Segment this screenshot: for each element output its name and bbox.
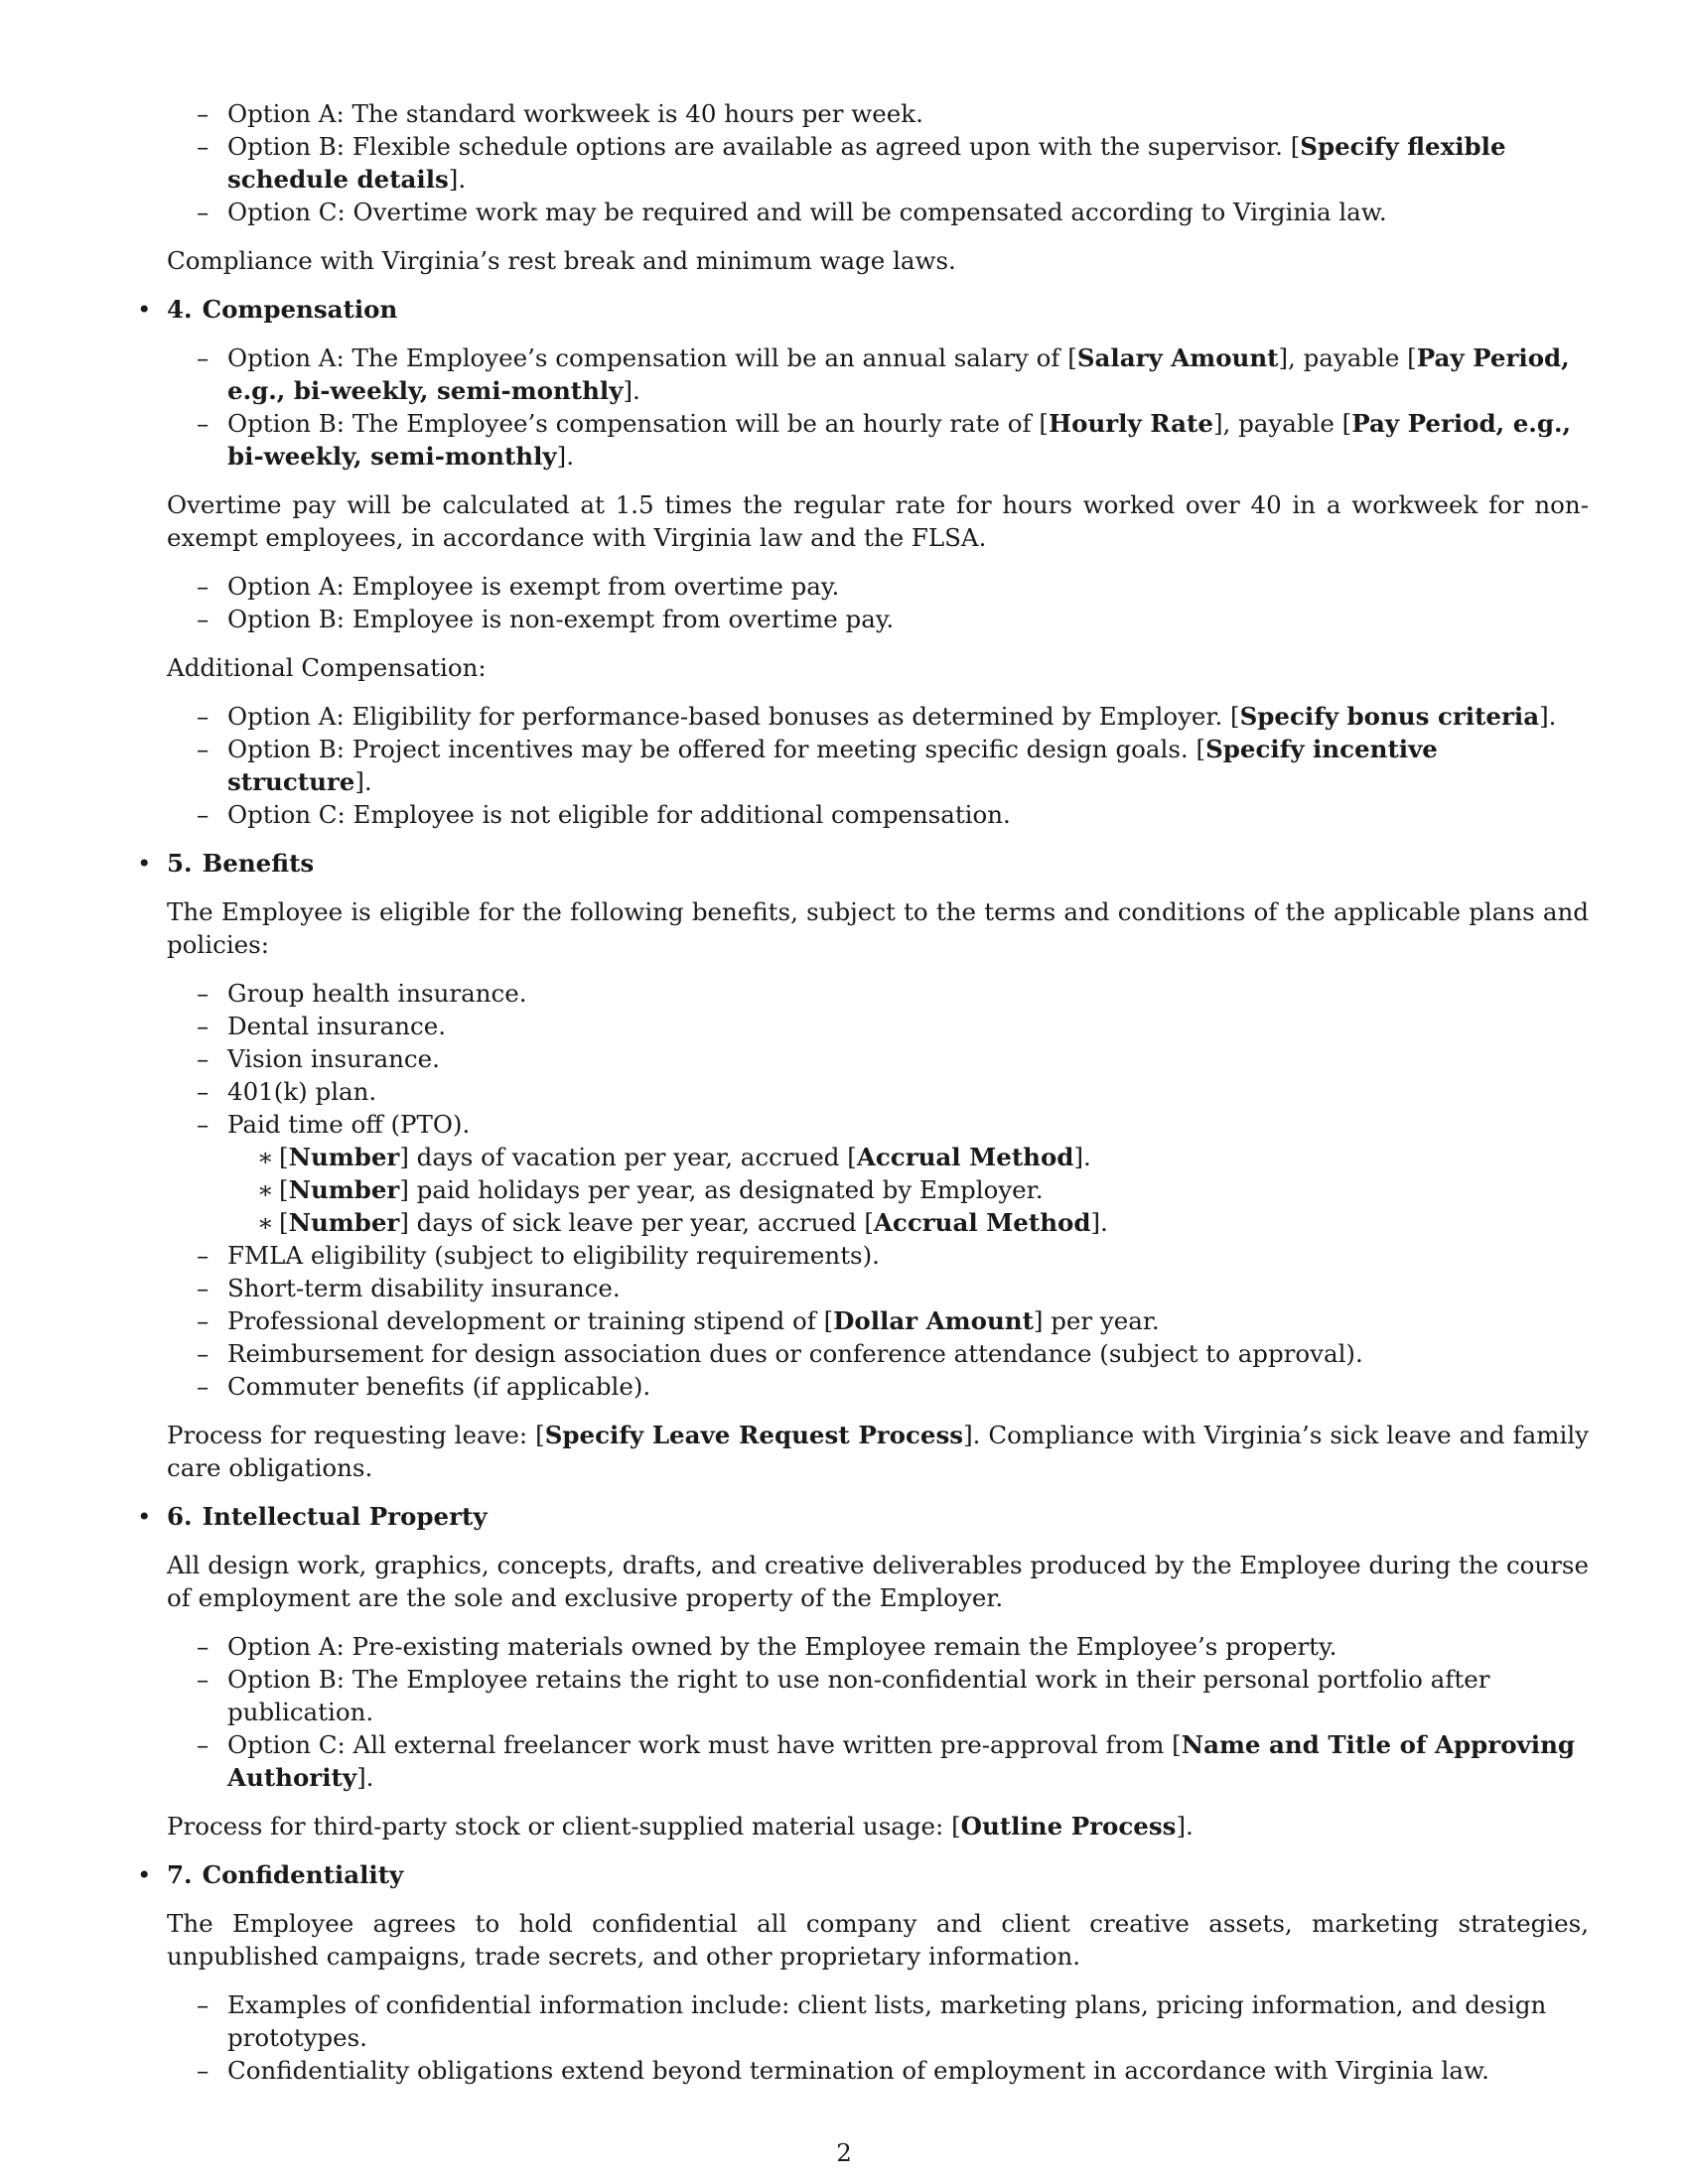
list-item	[167, 1042, 1589, 1075]
list-item	[167, 196, 1589, 228]
option-list	[167, 700, 1589, 831]
dash-marker: –	[197, 605, 210, 633]
section-title: Benefits	[202, 849, 315, 878]
text-run: Reimbursement for design association dues or conference attendance (subject to approval).	[227, 1339, 1363, 1368]
section-heading	[167, 293, 1589, 326]
placeholder-field: Number	[288, 1175, 400, 1204]
sub-list	[227, 1141, 1589, 1239]
dash-marker: –	[197, 1372, 210, 1401]
sub-list-item	[227, 1173, 1589, 1206]
text-run: Option C: All external freelancer work must have written pre-approval from [	[227, 1730, 1182, 1759]
placeholder-field: Number	[288, 1208, 400, 1237]
text-run: Professional development or training stipend of [	[227, 1306, 834, 1335]
dash-marker: –	[197, 198, 210, 226]
list-item	[167, 1010, 1589, 1042]
paragraph	[167, 1419, 1589, 1484]
dash-marker: –	[197, 1274, 210, 1302]
list-item	[167, 798, 1589, 831]
text-run: ] paid holidays per year, as designated by Employer.	[399, 1175, 1044, 1204]
text-run: The Employee agrees to hold confidential all company and client creative assets, marketing strategies, unpublished campaigns, trade secrets, and other proprietary information.	[167, 1909, 1589, 1971]
sections	[137, 293, 1589, 2087]
text-run: Group health insurance.	[227, 979, 527, 1008]
section-number: 4.	[167, 295, 193, 324]
section-title: Compensation	[202, 295, 398, 324]
placeholder-field: Outline Process	[960, 1812, 1177, 1841]
placeholder-field: Specify flexible schedule details	[227, 132, 1506, 194]
text-run: Process for third-party stock or client-supplied material usage: [	[167, 1812, 961, 1841]
paragraph	[167, 1907, 1589, 1973]
dash-marker: –	[197, 735, 210, 763]
text-run: [	[279, 1143, 289, 1171]
placeholder-field: Accrual Method	[873, 1208, 1091, 1237]
option-list	[167, 1988, 1589, 2087]
section-heading	[167, 1858, 1589, 1891]
placeholder-field: Name and Title of Approving Authority	[227, 1730, 1576, 1792]
list-item	[167, 1239, 1589, 1272]
text-run: Short-term disability insurance.	[227, 1274, 621, 1302]
section-confidentiality	[137, 1858, 1589, 2087]
text-run: [	[279, 1208, 289, 1237]
text-run: Vision insurance.	[227, 1044, 440, 1073]
option-list	[167, 341, 1589, 473]
list-item	[167, 97, 1589, 130]
asterisk-marker: ∗	[257, 1208, 274, 1237]
section-number: 5.	[167, 849, 193, 878]
list-item	[167, 1630, 1589, 1663]
dash-marker: –	[197, 1044, 210, 1073]
option-list	[167, 570, 1589, 635]
section-title: Intellectual Property	[202, 1502, 488, 1531]
list-item	[167, 1108, 1589, 1239]
dash-marker: –	[197, 2056, 210, 2085]
text-run: Confidentiality obligations extend beyond termination of employment in accordance with Virginia law.	[227, 2056, 1489, 2085]
text-run: 401(k) plan.	[227, 1077, 377, 1106]
list-item	[167, 1370, 1589, 1403]
placeholder-field: Hourly Rate	[1048, 409, 1213, 438]
text-run: All design work, graphics, concepts, drafts, and creative deliverables produced by the Employee during the course of employment are the sole and exclusive property of the Employer.	[167, 1551, 1589, 1612]
list-item	[167, 1728, 1589, 1794]
text-run: The Employee is eligible for the following benefits, subject to the terms and conditions of the applicable plans and policies:	[167, 897, 1589, 959]
dash-marker: –	[197, 1990, 210, 2019]
dash-marker: –	[197, 702, 210, 731]
text-run: ], payable [	[1278, 343, 1417, 372]
list-item	[167, 1272, 1589, 1304]
list-item	[167, 407, 1589, 473]
text-run: Overtime pay will be calculated at 1.5 times the regular rate for hours worked over 40 in a workweek for non-exempt employees, in accordance with Virginia law and the FLSA.	[167, 490, 1589, 552]
text-run: Option A: Pre-existing materials owned by the Employee remain the Employee’s property.	[227, 1632, 1337, 1661]
sub-list-item	[227, 1141, 1589, 1173]
list-item	[167, 603, 1589, 635]
paragraph	[167, 488, 1589, 554]
section-3-continuation	[167, 97, 1589, 277]
text-run: Process for requesting leave: [	[167, 1421, 545, 1449]
dash-marker: –	[197, 1306, 210, 1335]
asterisk-marker: ∗	[257, 1175, 274, 1204]
list-item	[167, 130, 1589, 196]
text-run: ], payable [	[1212, 409, 1352, 438]
placeholder-field: Dollar Amount	[833, 1306, 1034, 1335]
dash-marker: –	[197, 572, 210, 601]
text-run: ].	[556, 442, 574, 471]
dash-marker: –	[197, 132, 210, 161]
workweek-options	[167, 97, 1589, 228]
dash-marker: –	[197, 1339, 210, 1368]
section-heading	[167, 847, 1589, 880]
bullet-marker: •	[137, 849, 152, 878]
text-run: Commuter benefits (if applicable).	[227, 1372, 651, 1401]
paragraph	[167, 1549, 1589, 1614]
text-run: Dental insurance.	[227, 1012, 447, 1040]
text-run: FMLA eligibility (subject to eligibility requirements).	[227, 1241, 880, 1270]
paragraph	[167, 651, 1589, 684]
dash-marker: –	[197, 1665, 210, 1694]
text-run: ].	[354, 767, 372, 796]
text-run: Option A: Eligibility for performance-based bonuses as determined by Employer. [	[227, 702, 1240, 731]
dash-marker: –	[197, 409, 210, 438]
list-item	[167, 1304, 1589, 1337]
workweek-compliance: Compliance with Virginia’s rest break and minimum wage laws.	[167, 246, 956, 275]
dash-marker: –	[197, 1730, 210, 1759]
text-run: ].	[448, 165, 467, 194]
list-item	[167, 733, 1589, 798]
dash-marker: –	[197, 979, 210, 1008]
list-item	[167, 570, 1589, 603]
list-item	[167, 1337, 1589, 1370]
list-item	[167, 1988, 1589, 2054]
page-number: 2	[836, 2138, 852, 2167]
text-run: Option B: Employee is non-exempt from overtime pay.	[227, 605, 895, 633]
list-item	[167, 2054, 1589, 2087]
bullet-marker: •	[137, 1860, 152, 1889]
sub-list-item	[227, 1206, 1589, 1239]
placeholder-field: Pay Period, e.g., bi-weekly, semi-monthly	[227, 343, 1570, 405]
text-run: Option B: The Employee’s compensation will be an hourly rate of [	[227, 409, 1049, 438]
option-list	[167, 977, 1589, 1403]
text-run: Option B: Project incentives may be offered for meeting specific design goals. [	[227, 735, 1206, 763]
list-item	[167, 700, 1589, 733]
placeholder-field: Pay Period, e.g., bi-weekly, semi-monthly	[227, 409, 1572, 471]
option-list	[167, 1630, 1589, 1794]
text-run: ].	[1539, 702, 1557, 731]
dash-marker: –	[197, 1110, 210, 1139]
placeholder-field: Specify incentive structure	[227, 735, 1438, 796]
text-run: Examples of confidential information include: client lists, marketing plans, pricing information, and design prototypes.	[227, 1990, 1547, 2052]
dash-marker: –	[197, 800, 210, 829]
dash-marker: –	[197, 1241, 210, 1270]
text-run: Option C: Employee is not eligible for additional compensation.	[227, 800, 1011, 829]
dash-marker: –	[197, 1012, 210, 1040]
list-item	[167, 1075, 1589, 1108]
text-run: Option B: The Employee retains the right to use non-confidential work in their personal portfolio after publication.	[227, 1665, 1490, 1726]
placeholder-field: Number	[288, 1143, 400, 1171]
section-intellectual-property	[137, 1500, 1589, 1843]
placeholder-field: Accrual Method	[856, 1143, 1074, 1171]
section-number: 7.	[167, 1860, 193, 1889]
text-run: ] days of vacation per year, accrued [	[399, 1143, 857, 1171]
text-run: ].	[356, 1763, 374, 1792]
section-compensation	[137, 293, 1589, 831]
text-run: ].	[1176, 1812, 1194, 1841]
placeholder-field: Specify Leave Request Process	[544, 1421, 964, 1449]
dash-marker: –	[197, 99, 210, 128]
dash-marker: –	[197, 343, 210, 372]
bullet-marker: •	[137, 295, 152, 324]
text-run: ]. Compliance with Virginia’s sick leave and family care obligations.	[167, 1421, 1589, 1482]
section-benefits	[137, 847, 1589, 1484]
dash-marker: –	[197, 1632, 210, 1661]
text-run: ].	[1073, 1143, 1091, 1171]
text-run: Paid time off (PTO).	[227, 1110, 471, 1139]
text-run: ].	[1090, 1208, 1108, 1237]
text-run: Additional Compensation:	[167, 653, 487, 682]
paragraph	[167, 1810, 1589, 1843]
section-number: 6.	[167, 1502, 193, 1531]
list-item	[167, 1663, 1589, 1728]
list-item	[167, 977, 1589, 1010]
text-run: Option C: Overtime work may be required and will be compensated according to Virginia law.	[227, 198, 1387, 226]
text-run: [	[279, 1175, 289, 1204]
text-run: Option B: Flexible schedule options are available as agreed upon with the supervisor. [	[227, 132, 1301, 161]
bullet-marker: •	[137, 1502, 152, 1531]
section-title: Confidentiality	[202, 1860, 404, 1889]
text-run: Option A: The Employee’s compensation will be an annual salary of [	[227, 343, 1077, 372]
section-heading	[167, 1500, 1589, 1533]
document-page	[137, 97, 1589, 2103]
text-run: ] days of sick leave per year, accrued [	[399, 1208, 874, 1237]
text-run: ].	[623, 376, 640, 405]
text-run: Option A: Employee is exempt from overtime pay.	[227, 572, 840, 601]
asterisk-marker: ∗	[257, 1143, 274, 1171]
paragraph	[167, 895, 1589, 961]
dash-marker: –	[197, 1077, 210, 1106]
placeholder-field: Salary Amount	[1076, 343, 1279, 372]
text-run: Option A: The standard workweek is 40 hours per week.	[227, 99, 923, 128]
text-run: ] per year.	[1033, 1306, 1160, 1335]
list-item	[167, 341, 1589, 407]
placeholder-field: Specify bonus criteria	[1239, 702, 1540, 731]
